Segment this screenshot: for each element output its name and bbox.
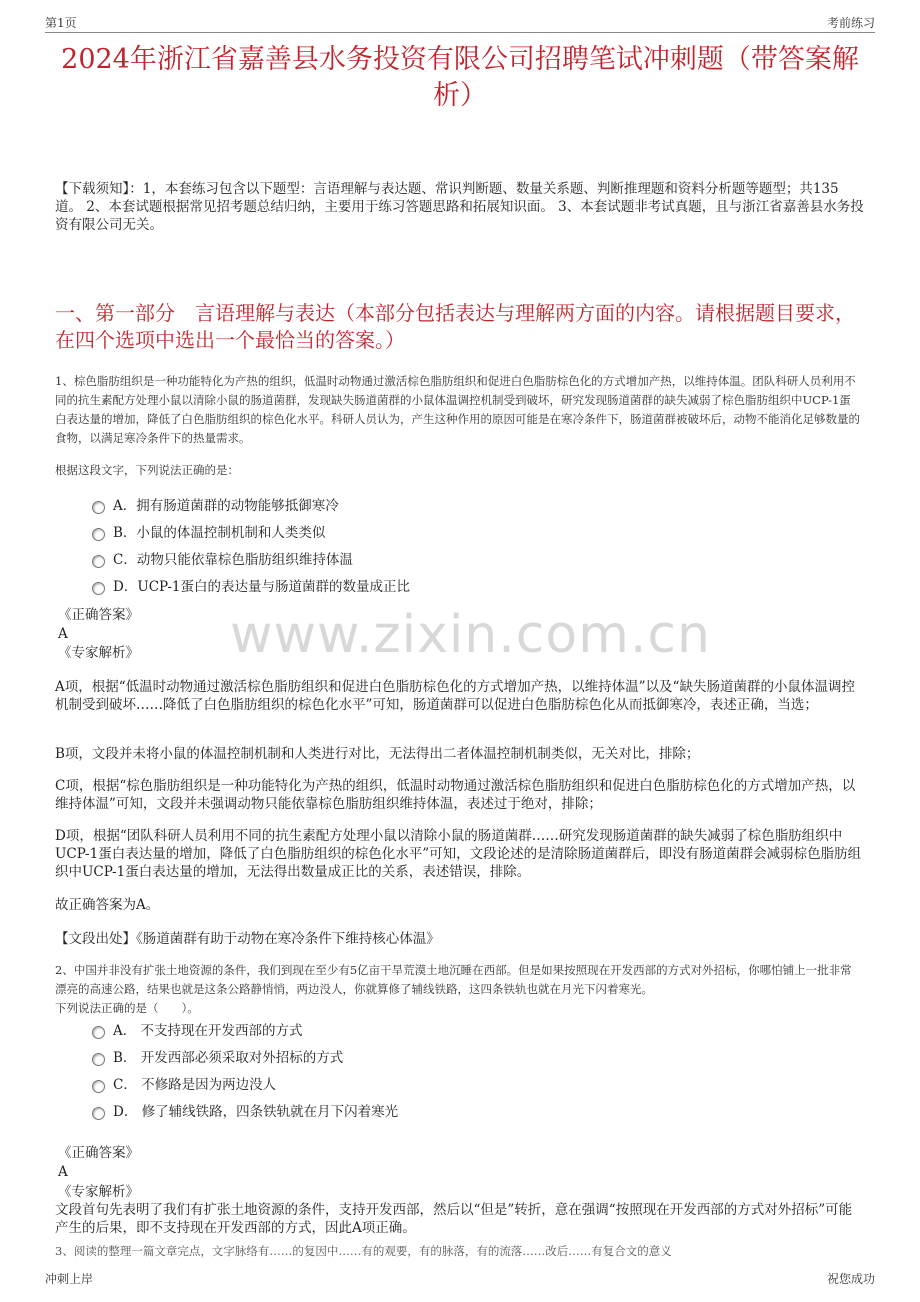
q1-analysis-d: D项，根据“团队科研人员利用不同的抗生素配方处理小鼠以清除小鼠的肠道菌群……研究发现肠道菌群的缺失减弱了棕色脂肪组织中UCP-1蛋白表达量的增加，降低了白色脂肪组织的棕色化水平”可知，文段论述的是清除肠道菌群后，即没有肠道菌群会减弱棕色脂肪组织中UCP-1蛋白表达量的增加，无法得出数量成正比的关系，表述错误，排除。 [55,828,862,880]
q2-analysis-label: 《专家解析》 [58,1184,139,1200]
q2-answer: A [58,1164,68,1180]
q1-conclusion: 故正确答案为A。 [55,897,160,913]
section-heading: 一、第一部分 言语理解与表达（本部分包括表达与理解两方面的内容。请根据题目要求，在四个选项中选出一个最恰当的答案。） [55,301,855,352]
radio-icon[interactable] [92,1107,105,1120]
radio-icon[interactable] [92,1080,105,1093]
page-header [45,12,875,33]
radio-icon[interactable] [92,555,105,568]
q1-source: 【文段出处】《肠道菌群有助于动物在寒冷条件下维持核心体温》 [55,931,440,947]
question-1-prompt: 根据这段文字，下列说法正确的是： [55,463,239,477]
download-notice: 【下载须知】：1，本套练习包含以下题型：言语理解与表达题、常识判断题、数量关系题、判断推理题和资料分析题等题型；共135道。 2、本套试题根据常见招考题总结归纳，主要用于练习答题思路和拓展知识面。 3、本套试题非考试真题，且与浙江省嘉善县水务投资有限公司无关。 [55,181,864,233]
q2-option-d[interactable]: D． 修了辅线铁路，四条铁轨就在月下闪着寒光 [92,1103,398,1121]
q1-option-a[interactable]: A．拥有肠道菌群的动物能够抵御寒冷 [92,497,339,515]
q1-analysis-b: B项，文段并未将小鼠的体温控制机制和人类进行对比，无法得出二者体温控制机制类似，无关对比，排除； [55,746,700,762]
q1-option-d[interactable]: D．UCP-1蛋白的表达量与肠道菌群的数量成正比 [92,578,410,596]
radio-icon[interactable] [92,582,105,595]
q2-answer-label: 《正确答案》 [58,1145,139,1161]
q1-option-c[interactable]: C．动物只能依靠棕色脂肪组织维持体温 [92,551,353,569]
q1-answer-label: 《正确答案》 [58,607,139,623]
radio-icon[interactable] [92,1026,105,1039]
document-title: 2024年浙江省嘉善县水务投资有限公司招聘笔试冲刺题（带答案解析） [61,44,859,111]
watermark: www.zixin.com.cn [230,605,711,665]
question-1-stem: 1、棕色脂肪组织是一种功能特化为产热的组织，低温时动物通过激活棕色脂肪组织和促进白色脂肪棕色化的方式增加产热，以维持体温。团队科研人员利用不同的抗生素配方处理小鼠以清除小鼠的肠道菌群，发现缺失肠道菌群的小鼠体温调控机制受到破坏，研究发现肠道菌群的缺失减弱了棕色脂肪组织中UCP-1蛋白表达量的增加，降低了白色脂肪组织的棕色化水平。科研人员认为，产生这种作用的原因可能是在寒冷条件下，肠道菌群被破坏后，动物不能消化足够数量的食物，以满足寒冷条件下的热量需求。 [55,374,860,445]
q1-analysis-a: A项，根据“低温时动物通过激活棕色脂肪组织和促进白色脂肪棕色化的方式增加产热，以维持体温”以及“缺失肠道菌群的小鼠体温调控机制受到破坏……降低了白色脂肪组织的棕色化水平”可知，肠道菌群可以促进白色脂肪棕色化从而抵御寒冷，表述正确，当选； [55,679,855,713]
q2-option-a[interactable]: A． 不支持现在开发西部的方式 [92,1022,303,1040]
q1-analysis-label: 《专家解析》 [58,645,139,661]
page-number: 第1页 [45,16,77,30]
q2-option-c[interactable]: C． 不修路是因为两边没人 [92,1076,276,1094]
q1-answer: A [58,626,68,642]
q1-analysis-c: C项，根据“棕色脂肪组织是一种功能特化为产热的组织，低温时动物通过激活棕色脂肪组织和促进白色脂肪棕色化的方式增加产热，以维持体温”可知，文段并未强调动物只能依靠棕色脂肪组织维持体温，表述过于绝对，排除； [55,778,856,812]
radio-icon[interactable] [92,501,105,514]
header-tag: 考前练习 [826,16,875,30]
footer-right: 祝您成功 [826,1272,875,1286]
q1-option-b[interactable]: B．小鼠的体温控制机制和人类类似 [92,524,325,542]
q2-analysis: 文段首句先表明了我们有扩张土地资源的条件，支持开发西部，然后以“但是”转折，意在强调“按照现在开发西部的方式对外招标”可能产生的后果，即不支持现在开发西部的方式，因此A项正确。 [55,1202,853,1236]
radio-icon[interactable] [92,528,105,541]
question-2-prompt: 下列说法正确的是（ ）。 [55,1001,199,1015]
next-question-cut: 3、阅读的整理一篇文章完点，文字脉络有……的复因中……有的观要，有的脉落，有的流落……改后……有复合文的意义 [55,1244,672,1258]
question-2-stem: 2、中国并非没有扩张土地资源的条件，我们到现在至少有5亿亩干旱荒漠土地沉睡在西部。但是如果按照现在开发西部的方式对外招标，你哪怕铺上一批非常漂亮的高速公路，结果也就是这条公路静悄悄，两边没人，你就算修了辅线铁路，这四条铁轨也就在月光下闪着寒光。 [55,963,852,996]
q2-option-b[interactable]: B． 开发西部必须采取对外招标的方式 [92,1049,343,1067]
footer-left: 冲刺上岸 [45,1272,94,1286]
radio-icon[interactable] [92,1053,105,1066]
